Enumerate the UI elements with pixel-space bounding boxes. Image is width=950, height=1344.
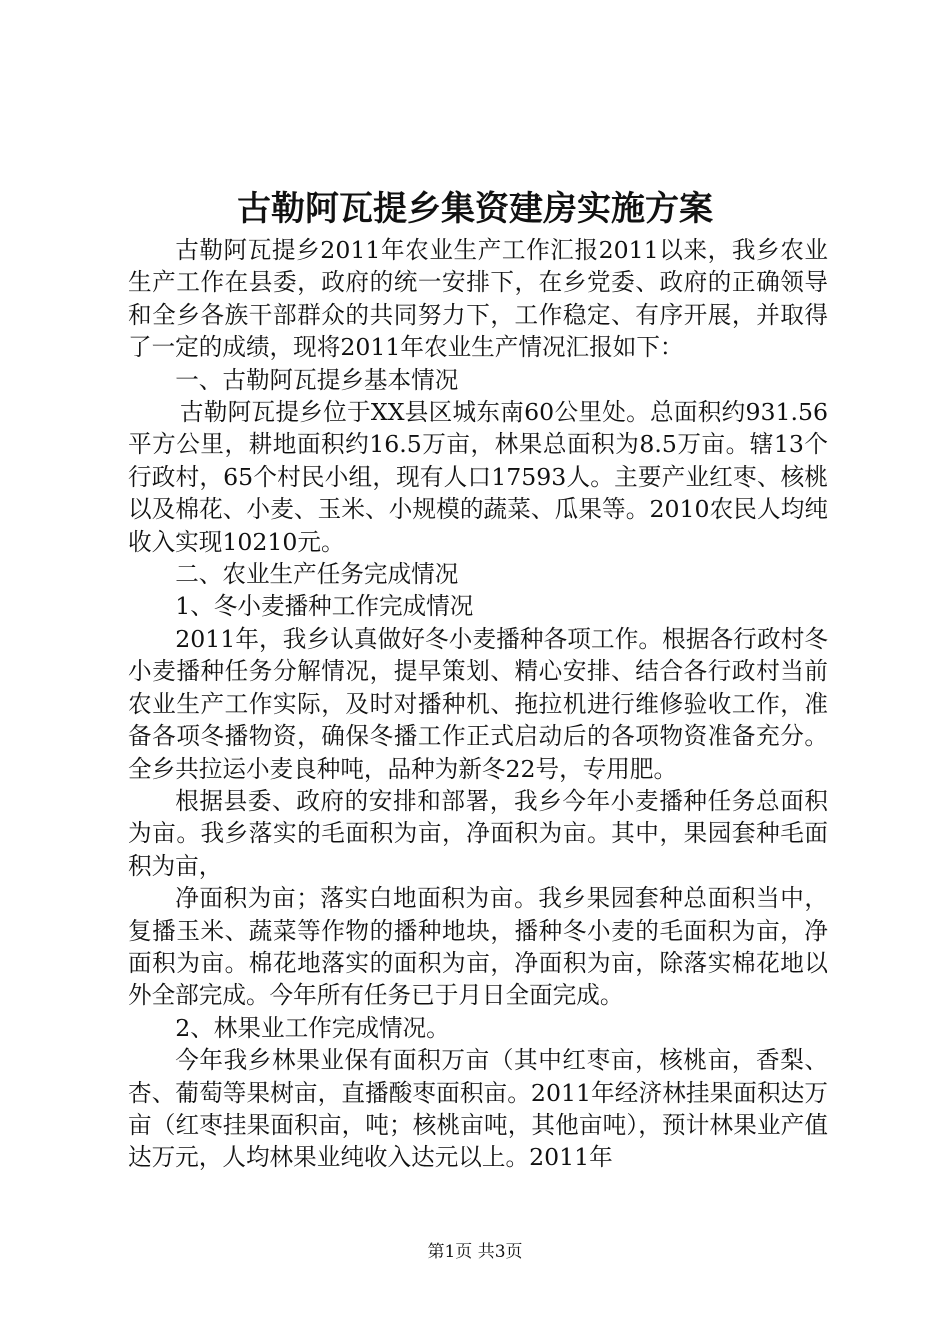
paragraph-sowing-area: 根据县委、政府的安排和部署，我乡今年小麦播种任务总面积为亩。我乡落实的毛面积为亩，净面积为亩。其中，果园套种毛面积为亩， — [128, 786, 828, 880]
document-title: 古勒阿瓦提乡集资建房实施方案 — [237, 189, 713, 229]
paragraph-forestry-fruit: 今年我乡林果业保有面积万亩（其中红枣亩，核桃亩，香梨、杏、葡萄等果树亩，直播酸枣面积亩。2011年经济林挂果面积达万亩（红枣挂果面积亩，吨；核桃亩吨，其他亩吨），预计林果业产值达万元，人均林果业纯收入达元以上。2011年 — [128, 1046, 828, 1172]
subheading-forestry-fruit: 2、林果业工作完成情况。 — [175, 1013, 450, 1042]
paragraph-basic-situation: 古勒阿瓦提乡位于XX县区城东南60公里处。总面积约931.56平方公里，耕地面积约16.5万亩，林果总面积为8.5万亩。辖13个行政村，65个村民小组，现有人口17593人。主要产业红枣、核桃以及棉花、小麦、玉米、小规模的蔬菜、瓜果等。2010农民人均纯收入实现10210元。 — [128, 398, 828, 556]
heading-basic-situation: 一、古勒阿瓦提乡基本情况 — [175, 365, 459, 394]
paragraph-winter-wheat: 2011年，我乡认真做好冬小麦播种各项工作。根据各行政村冬小麦播种任务分解情况，提早策划、精心安排、结合各行政村当前农业生产工作实际，及时对播种机、拖拉机进行维修验收工作，准备各项冬播物资，确保冬播工作正式启动后的各项物资准备充分。全乡共拉运小麦良种吨，品种为新冬22号，专用肥。 — [128, 624, 828, 783]
paragraph-intro: 古勒阿瓦提乡2011年农业生产工作汇报2011以来，我乡农业生产工作在县委，政府的统一安排下，在乡党委、政府的正确领导和全乡各族干部群众的共同努力下，工作稳定、有序开展，并取得了一定的成绩，现将2011年农业生产情况汇报如下： — [128, 236, 828, 362]
subheading-winter-wheat: 1、冬小麦播种工作完成情况 — [175, 592, 474, 621]
document-body — [128, 234, 828, 1174]
page-footer: 第1页 共3页 — [427, 1242, 523, 1262]
paragraph-net-area: 净面积为亩；落实白地面积为亩。我乡果园套种总面积当中，复播玉米、蔬菜等作物的播种地块，播种冬小麦的毛面积为亩，净面积为亩。棉花地落实的面积为亩，净面积为亩，除落实棉花地以外全部完成。今年所有任务已于月日全面完成。 — [128, 884, 828, 1010]
heading-task-completion: 二、农业生产任务完成情况 — [175, 560, 459, 589]
